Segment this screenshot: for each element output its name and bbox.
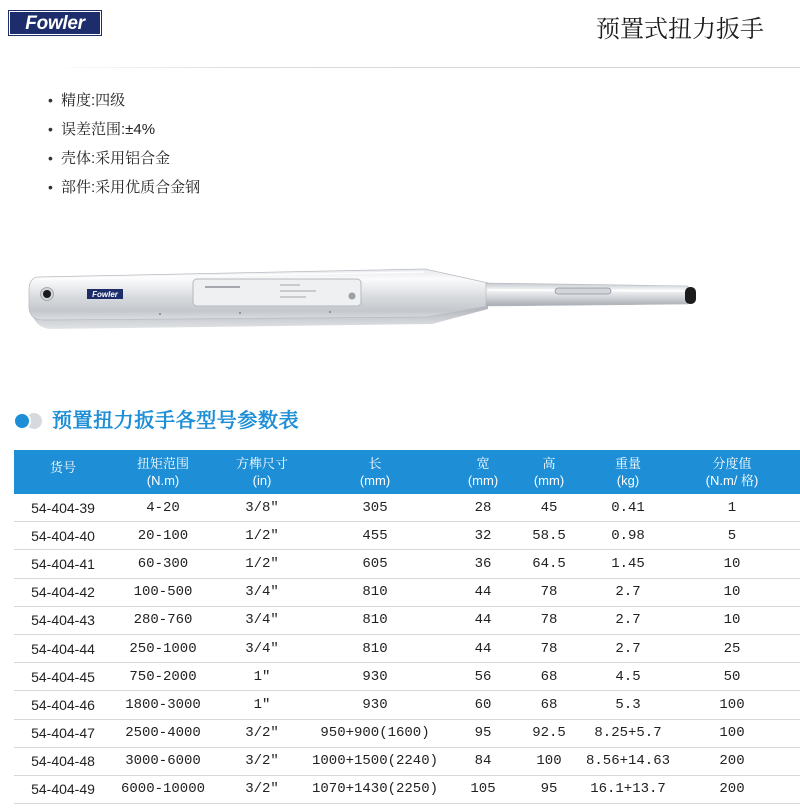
cell-graduation: 10: [723, 612, 741, 629]
col-header-height: [526, 450, 572, 494]
cell-item-number: 54-404-45: [31, 668, 95, 685]
cell-graduation: 100: [719, 696, 745, 713]
col-header-label: 方榫尺寸: [235, 456, 288, 471]
cell-torque-range: 60-300: [137, 555, 189, 572]
cell-length: 1000+1500(2240): [311, 753, 439, 770]
cell-width: 105: [470, 781, 496, 798]
cell-item-number: 54-404-40: [31, 527, 95, 544]
cell-height: 78: [540, 584, 558, 601]
cell-graduation: 10: [723, 555, 741, 572]
cell-length: 455: [362, 527, 388, 544]
col-header-unit: (mm): [533, 473, 565, 488]
cell-item-number: 54-404-46: [31, 696, 95, 713]
cell-height: 92.5: [532, 725, 566, 742]
cell-graduation: 100: [719, 725, 745, 742]
cell-weight: 2.7: [615, 640, 641, 657]
col-header-unit: (in): [252, 473, 272, 488]
table-row: [14, 748, 800, 776]
cell-item-number: 54-404-44: [31, 640, 95, 657]
col-header-label: 高: [542, 456, 556, 471]
col-header-label: 宽: [476, 456, 490, 471]
cell-torque-range: 20-100: [137, 527, 189, 544]
wrench-rivet: [239, 312, 241, 314]
cell-height: 78: [540, 640, 558, 657]
cell-square-drive: 3/2″: [245, 725, 279, 742]
feature-item-tolerance: • 误差范围:±4%: [48, 115, 200, 144]
cell-torque-range: 1800-3000: [125, 696, 201, 713]
cell-square-drive: 3/4″: [245, 612, 279, 629]
table-row: [14, 691, 800, 719]
cell-length: 605: [362, 555, 388, 572]
table-row: [14, 550, 800, 578]
cell-length: 930: [362, 696, 388, 713]
wrench-scale-slot: [555, 288, 611, 294]
cell-width: 32: [474, 527, 492, 544]
wrench-screw: [349, 293, 356, 300]
cell-square-drive: 1″: [253, 668, 271, 685]
cell-width: 56: [474, 668, 492, 685]
cell-width: 95: [474, 725, 492, 742]
col-header-graduation: [684, 450, 800, 494]
wrench-pivot-hole: [43, 290, 51, 298]
cell-height: 78: [540, 612, 558, 629]
cell-weight: 0.41: [611, 499, 645, 516]
cell-weight: 2.7: [615, 612, 641, 629]
cell-square-drive: 3/8″: [245, 499, 279, 516]
cell-length: 810: [362, 640, 388, 657]
col-header-unit: (N.m/ 格): [705, 473, 759, 488]
table-row: [14, 579, 800, 607]
cell-item-number: 54-404-39: [31, 499, 95, 516]
cell-torque-range: 4-20: [146, 499, 180, 516]
col-header-square-drive: [214, 450, 310, 494]
cell-height: 45: [540, 499, 558, 516]
cell-item-number: 54-404-41: [31, 555, 95, 572]
cell-graduation: 10: [723, 584, 741, 601]
cell-length: 810: [362, 584, 388, 601]
wrench-logo-text: Fowler: [92, 290, 118, 299]
table-row: [14, 720, 800, 748]
col-header-label: 扭矩范围: [136, 456, 189, 471]
cell-weight: 8.56+14.63: [585, 753, 670, 770]
cell-weight: 16.1+13.7: [590, 781, 666, 798]
cell-width: 84: [474, 753, 492, 770]
col-header-weight: [572, 450, 684, 494]
cell-square-drive: 3/4″: [245, 640, 279, 657]
cell-graduation: 200: [719, 781, 745, 798]
cell-item-number: 54-404-47: [31, 725, 95, 742]
table-row: [14, 494, 800, 522]
cell-height: 68: [540, 668, 558, 685]
col-header-label: 重量: [614, 456, 641, 471]
cell-length: 930: [362, 668, 388, 685]
cell-width: 44: [474, 584, 492, 601]
torque-wrench-icon: [0, 250, 720, 345]
col-header-length: [310, 450, 440, 494]
cell-height: 95: [540, 781, 558, 798]
feature-list: [48, 86, 200, 202]
col-header-label: 货号: [49, 459, 76, 475]
col-header-torque-range: [112, 450, 214, 494]
cell-square-drive: 3/2″: [245, 781, 279, 798]
cell-width: 60: [474, 696, 492, 713]
col-header-item-number: [14, 450, 112, 494]
cell-item-number: 54-404-42: [31, 584, 95, 601]
table-row: [14, 663, 800, 691]
feature-item-accuracy: • 精度:四级: [48, 86, 200, 115]
cell-height: 64.5: [532, 555, 566, 572]
brand-logo: [8, 10, 102, 36]
col-header-unit: (mm): [467, 473, 499, 488]
cell-square-drive: 3/2″: [245, 753, 279, 770]
cell-square-drive: 1/2″: [245, 555, 279, 572]
cell-square-drive: 3/4″: [245, 584, 279, 601]
cell-length: 810: [362, 612, 388, 629]
wrench-end-cap: [685, 287, 696, 304]
col-header-label: 分度值: [712, 456, 752, 471]
cell-weight: 1.45: [611, 555, 645, 572]
cell-width: 44: [474, 612, 492, 629]
cell-torque-range: 6000-10000: [120, 781, 205, 798]
col-header-label: 长: [368, 456, 382, 471]
cell-torque-range: 750-2000: [129, 668, 197, 685]
cell-weight: 0.98: [611, 527, 645, 544]
table-row: [14, 776, 800, 804]
brand-logo-text: Fowler: [25, 12, 85, 34]
cell-graduation: 200: [719, 753, 745, 770]
cell-torque-range: 2500-4000: [125, 725, 201, 742]
double-circle-icon: [13, 411, 45, 431]
cell-torque-range: 280-760: [133, 612, 193, 629]
col-header-unit: (mm): [359, 473, 391, 488]
cell-item-number: 54-404-43: [31, 612, 95, 629]
cell-graduation: 5: [727, 527, 737, 544]
cell-length: 950+900(1600): [320, 725, 430, 742]
cell-height: 68: [540, 696, 558, 713]
wrench-rod: [486, 283, 688, 306]
page-title: 预置式扭力扳手: [596, 16, 764, 43]
wrench-scale-window: [193, 279, 361, 306]
cell-length: 305: [362, 499, 388, 516]
cell-torque-range: 250-1000: [129, 640, 197, 657]
cell-height: 100: [536, 753, 562, 770]
cell-height: 58.5: [532, 527, 566, 544]
cell-width: 28: [474, 499, 492, 516]
cell-weight: 2.7: [615, 584, 641, 601]
table-row: [14, 522, 800, 550]
cell-graduation: 1: [727, 499, 737, 516]
cell-width: 44: [474, 640, 492, 657]
col-header-unit: (kg): [616, 473, 640, 488]
cell-torque-range: 3000-6000: [125, 753, 201, 770]
cell-item-number: 54-404-48: [31, 753, 95, 770]
col-header-unit: (N.m): [146, 473, 180, 488]
cell-weight: 5.3: [615, 696, 641, 713]
table-row: [14, 607, 800, 635]
header-divider: [0, 67, 800, 68]
table-row: [14, 635, 800, 663]
cell-torque-range: 100-500: [133, 584, 193, 601]
cell-square-drive: 1″: [253, 696, 271, 713]
spec-table: [14, 450, 800, 804]
cell-square-drive: 1/2″: [245, 527, 279, 544]
section-heading: 预置扭力扳手各型号参数表: [52, 410, 300, 432]
cell-graduation: 25: [723, 640, 741, 657]
feature-item-parts: • 部件:采用优质合金钢: [48, 173, 200, 202]
wrench-rivet: [159, 313, 161, 315]
col-header-width: [440, 450, 526, 494]
cell-graduation: 50: [723, 668, 741, 685]
table-header: [14, 450, 800, 494]
cell-weight: 8.25+5.7: [594, 725, 662, 742]
cell-item-number: 54-404-49: [31, 781, 95, 798]
cell-width: 36: [474, 555, 492, 572]
cell-length: 1070+1430(2250): [311, 781, 439, 798]
cell-weight: 4.5: [615, 668, 641, 685]
wrench-rivet: [329, 311, 331, 313]
feature-item-housing: • 壳体:采用铝合金: [48, 144, 200, 173]
